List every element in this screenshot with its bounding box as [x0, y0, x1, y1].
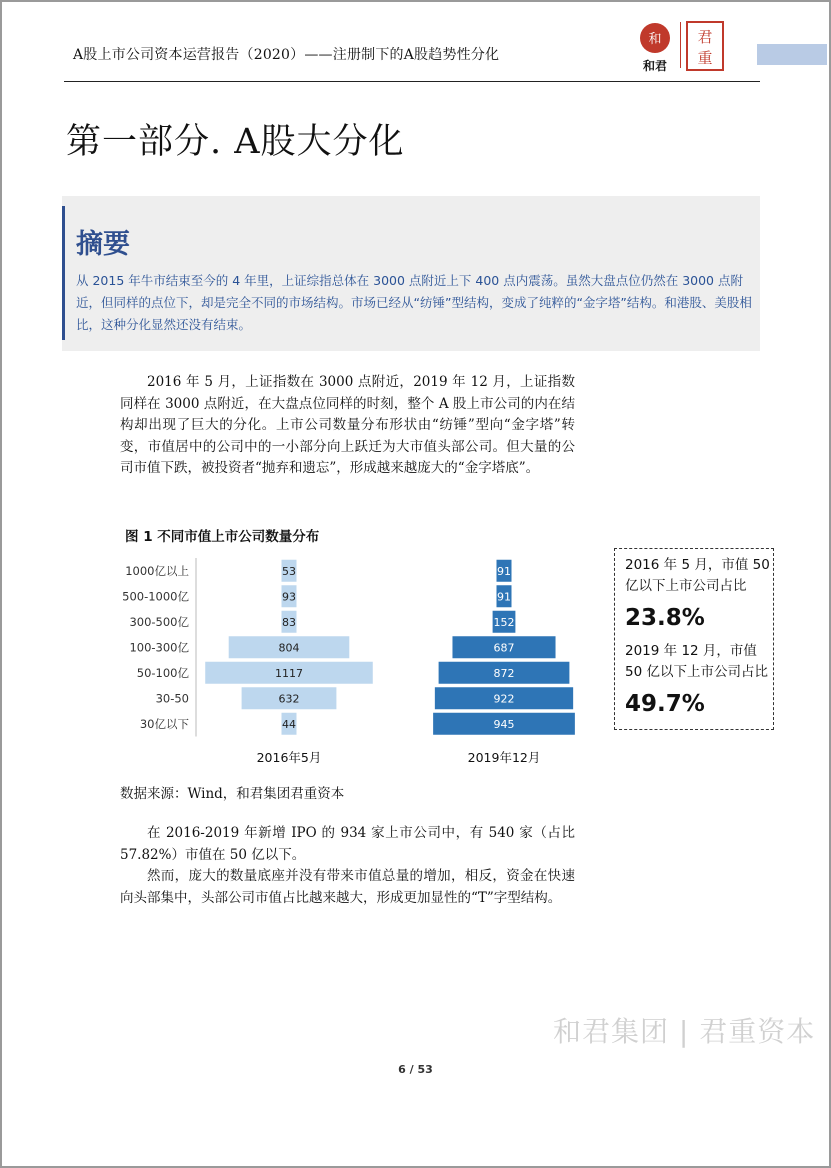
summary-text: 从 2015 年牛市结束至今的 4 年里，上证综指总体在 3000 点附近上下 400 点内震荡。虽然大盘点位仍然在 3000 点附近，但同样的点位下，却是完全不同的市场结构。市场已经从“纺锤”型结构，变成了纯粹的“金字塔”结构。和港股、美股相比，这种分化显然还没有结束。 [76, 273, 752, 332]
bar-value-label: 922 [493, 692, 515, 706]
bar-value-label: 687 [493, 641, 515, 655]
category-label: 500-1000亿 [122, 589, 189, 604]
series-label: 2019年12月 [467, 750, 541, 765]
svg-text:重: 重 [697, 49, 713, 67]
svg-text:和: 和 [648, 32, 662, 47]
header-accent-tab [757, 44, 827, 65]
bar-value-label: 93 [282, 590, 296, 604]
header-title: A股上市公司资本运营报告（2020）——注册制下的A股趋势性分化 [73, 47, 500, 63]
data-source: 数据来源：Wind，和君集团君重资本 [120, 786, 345, 802]
paragraph-concentration: 然而，庞大的数量底座并没有带来市值总量的增加，相反，资金在快速向头部集中，头部公司市值占比越来越大，形成更加显性的“T”字型结构。 [120, 868, 575, 906]
bar-value-label: 83 [282, 615, 296, 629]
category-label: 300-500亿 [129, 614, 189, 629]
category-label: 50-100亿 [136, 665, 189, 680]
hejun-logo [634, 18, 676, 74]
page-number: 6 / 53 [398, 1063, 433, 1076]
junzhong-logo [684, 20, 726, 72]
bar-value-label: 53 [282, 564, 296, 578]
paragraph-intro: 2016 年 5 月，上证指数在 3000 点附近，2019 年 12 月，上证指数同样在 3000 点附近，在大盘点位同样的时刻，整个 A 股上市公司的内在结构却出现了巨大的分化。上市公司数量分布形状由“纺锤”型向“金字塔”转变，市值居中的公司中的一小部分向上跃迁为大市值头部公司。但大量的公司市值下跌，被投资者“抛弃和遗忘”，形成越来越庞大的“金字塔底”。 [120, 374, 575, 476]
bar-value-label: 152 [493, 615, 515, 629]
callout-label-2016: 2016 年 5 月，市值 50 亿以下上市公司占比 [625, 557, 770, 594]
section-title: 第一部分. A股大分化 [66, 122, 405, 162]
bar-value-label: 804 [278, 641, 300, 655]
summary-accent-bar [62, 206, 65, 340]
category-label: 1000亿以上 [125, 563, 189, 578]
bar-value-label: 91 [497, 590, 511, 604]
bar-value-label: 945 [493, 717, 515, 731]
header-rule [64, 81, 760, 82]
callout-value-2019: 49.7% [625, 691, 705, 717]
logo-divider [680, 22, 681, 68]
stats-callout [614, 548, 774, 730]
svg-text:君: 君 [697, 28, 713, 46]
svg-text:和君: 和君 [642, 59, 668, 73]
category-label: 30-50 [155, 691, 189, 706]
bar-value-label: 44 [282, 717, 296, 731]
series-label: 2016年5月 [256, 750, 322, 765]
watermark: 和君集团 | 君重资本 [553, 1015, 816, 1048]
figure-caption: 图 1 不同市值上市公司数量分布 [125, 529, 320, 545]
summary-heading: 摘要 [76, 229, 130, 260]
bar-value-label: 632 [278, 692, 300, 706]
bar-value-label: 91 [497, 564, 511, 578]
bar-value-label: 1117 [275, 666, 303, 680]
category-label: 30亿以下 [139, 716, 189, 731]
paragraph-ipo: 在 2016-2019 年新增 IPO 的 934 家上市公司中，有 540 家（占比 57.82%）市值在 50 亿以下。 [120, 825, 575, 863]
callout-value-2016: 23.8% [625, 605, 705, 631]
callout-label-2019: 2019 年 12 月，市值 50 亿以下上市公司占比 [625, 643, 768, 680]
category-label: 100-300亿 [129, 640, 189, 655]
market-cap-distribution-chart [110, 550, 600, 770]
bar-value-label: 872 [493, 666, 515, 680]
